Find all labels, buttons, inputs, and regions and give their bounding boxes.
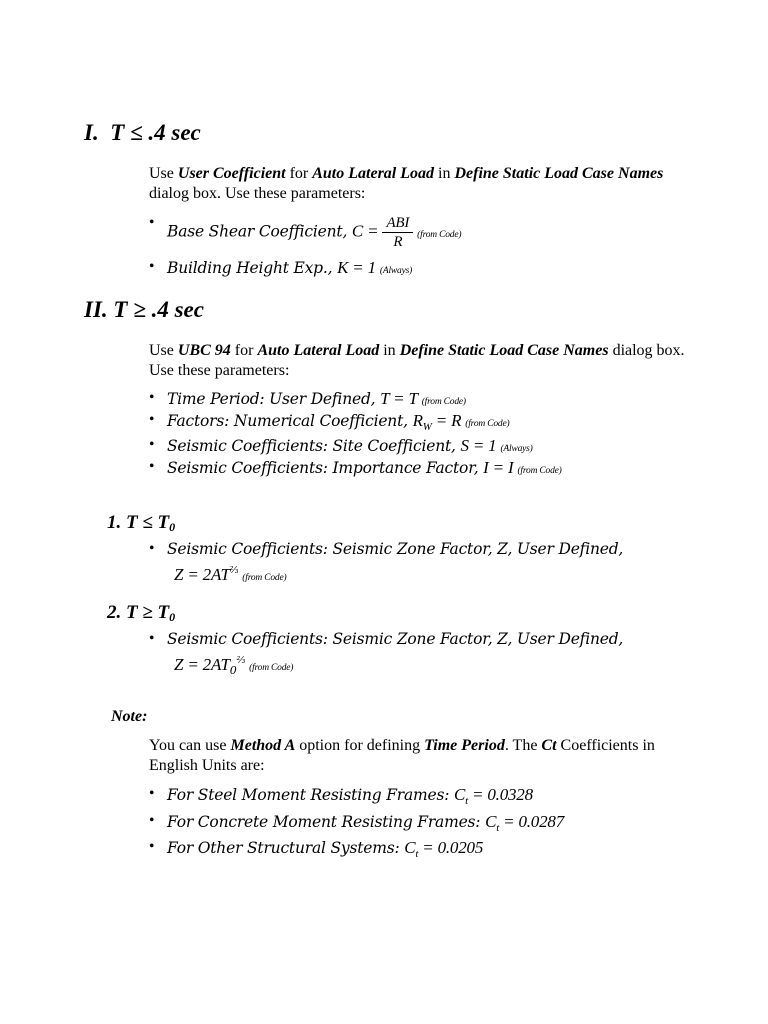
eq-value: 1	[367, 258, 376, 277]
item-note: (from Code)	[517, 466, 562, 476]
eq-lhs: R	[412, 411, 423, 430]
building-height-exp-item	[149, 258, 413, 278]
item-note: (Always)	[500, 444, 533, 454]
item-label: Building Height Exp.,	[167, 259, 338, 277]
fraction-denominator: R	[393, 234, 403, 250]
eq-value: 0.0205	[437, 838, 484, 857]
section-2-heading	[84, 297, 204, 323]
intro-text: dialog box. Use these parameters:	[149, 185, 366, 202]
site-coefficient-item	[149, 436, 533, 456]
item-label: Time Period: User Defined,	[167, 390, 381, 408]
bullet-icon: •	[149, 540, 155, 557]
intro-text: in	[379, 342, 400, 359]
intro-text: Use	[149, 342, 178, 359]
eq-lhs: C	[404, 838, 416, 857]
eq-sign: =	[431, 411, 452, 430]
eq-sign: =	[488, 458, 508, 477]
section-2-title: T ≥ .4 sec	[113, 297, 204, 322]
eq-value: 0.0287	[518, 812, 564, 831]
intro-text: for	[230, 342, 258, 359]
section-1-number: I.	[84, 120, 99, 145]
define-static-load-case-names-term: Define Static Load Case Names	[399, 342, 609, 359]
fraction-numerator: ABI	[382, 214, 413, 233]
section-2-number: II.	[84, 297, 108, 322]
eq-rhs: I	[508, 458, 514, 477]
eq-lhs: S	[460, 436, 469, 455]
abi-over-r-fraction	[382, 214, 413, 251]
eq-sign: =	[468, 436, 489, 455]
item-label: Factors: Numerical Coefficient,	[167, 412, 413, 430]
note-text: You can use	[149, 737, 231, 754]
note-text: option for defining	[295, 737, 425, 754]
section-1-heading	[84, 120, 201, 146]
item-label: Seismic Coefficients: Seismic Zone Factor, Z, User Defined,	[167, 540, 624, 558]
eq-coefficient: 2	[202, 655, 211, 674]
eq-lhs: Z	[174, 565, 184, 584]
intro-text: Use	[149, 165, 178, 182]
eq-lhs-subscript: W	[422, 421, 432, 433]
section-1-title: T ≤ .4 sec	[110, 120, 201, 145]
eq-rhs: T	[408, 389, 418, 408]
numerical-coefficient-item	[149, 411, 510, 433]
note-heading: Note:	[111, 708, 148, 725]
bullet-icon: •	[149, 785, 155, 802]
user-coefficient-term: User Coefficient	[177, 165, 286, 182]
bullet-icon: •	[149, 214, 155, 231]
bullet-icon: •	[149, 458, 155, 475]
eq-rhs: AT	[210, 655, 230, 674]
item-label: For Steel Moment Resisting Frames:	[167, 786, 454, 804]
note-text: Coefficients in English Units are:	[149, 737, 655, 774]
eq-sign: =	[418, 838, 438, 857]
intro-text: dialog box. Use these parameters:	[149, 342, 685, 379]
item-note: (from Code)	[242, 573, 287, 583]
eq-sign: =	[389, 389, 409, 408]
eq-lhs: C	[453, 785, 466, 804]
item-note: (from Code)	[465, 419, 510, 429]
time-period-item	[149, 389, 466, 409]
eq-lhs-subscript: t	[496, 822, 500, 834]
bullet-icon: •	[149, 411, 155, 428]
subsection-1-subscript: 0	[169, 520, 176, 534]
eq-sign: =	[499, 812, 519, 831]
bullet-icon: •	[149, 838, 155, 855]
zone-factor-item-1	[149, 540, 624, 558]
bullet-icon: •	[149, 389, 155, 406]
item-label: Seismic Coefficients: Seismic Zone Factor, Z, User Defined,	[167, 630, 624, 648]
eq-exponent: ⅔	[236, 656, 246, 666]
subsection-2-subscript: 0	[169, 610, 176, 624]
importance-factor-item	[149, 458, 562, 478]
define-static-load-case-names-term: Define Static Load Case Names	[454, 165, 664, 182]
eq-sign: =	[183, 565, 203, 584]
subsection-2-heading	[107, 602, 175, 625]
eq-sign: =	[467, 785, 488, 804]
subsection-2-title: 2. T ≥ T	[107, 602, 170, 623]
eq-lhs: C	[485, 812, 497, 831]
bullet-icon: •	[149, 630, 155, 647]
item-label: Seismic Coefficients: Importance Factor,	[167, 459, 484, 477]
item-label: For Concrete Moment Resisting Frames:	[167, 813, 486, 831]
item-note: (from Code)	[417, 229, 462, 240]
note-text: . The	[504, 737, 542, 754]
eq-value: 1	[488, 436, 497, 455]
eq-sign: =	[183, 655, 203, 674]
intro-text: for	[285, 165, 313, 182]
item-note: (from Code)	[249, 663, 294, 673]
concrete-frames-item	[149, 812, 564, 834]
item-note: (Always)	[379, 266, 413, 276]
bullet-icon: •	[149, 258, 155, 275]
eq-subscript: 0	[229, 664, 237, 677]
ubc-94-term: UBC 94	[177, 342, 231, 359]
eq-lhs-subscript: t	[415, 848, 419, 860]
section-1-intro	[149, 164, 689, 204]
other-systems-item	[149, 838, 484, 860]
bullet-icon: •	[149, 812, 155, 829]
section-2-intro	[149, 341, 689, 381]
intro-text: in	[434, 165, 455, 182]
subsection-1-title: 1. T ≤ T	[107, 512, 170, 533]
base-shear-coefficient-item	[149, 214, 462, 251]
eq-sign: =	[363, 221, 383, 241]
item-label: For Other Structural Systems:	[167, 839, 405, 857]
eq-lhs: I	[483, 458, 489, 477]
steel-frames-item	[149, 785, 533, 807]
subsection-1-heading	[107, 512, 175, 535]
eq-rhs: AT	[210, 565, 230, 584]
eq-rhs: R	[451, 411, 462, 430]
auto-lateral-load-term: Auto Lateral Load	[257, 342, 380, 359]
zone-factor-item-2	[149, 630, 624, 648]
item-label: Seismic Coefficients: Site Coefficient,	[167, 437, 461, 455]
method-a-term: Method A	[230, 737, 296, 754]
zone-factor-equation-1	[174, 565, 286, 585]
eq-lhs: C	[351, 221, 364, 241]
bullet-icon: •	[149, 436, 155, 453]
time-period-term: Time Period	[424, 737, 505, 754]
note-intro	[149, 736, 689, 776]
eq-sign: =	[348, 258, 368, 277]
item-label: Base Shear Coefficient,	[167, 222, 352, 241]
zone-factor-equation-2	[174, 655, 293, 677]
eq-lhs-subscript: t	[465, 795, 468, 807]
item-note: (from Code)	[421, 397, 466, 407]
eq-exponent: ⅔	[229, 566, 239, 576]
eq-value: 0.0328	[487, 785, 533, 804]
eq-lhs: K	[337, 258, 349, 277]
eq-coefficient: 2	[202, 565, 211, 584]
eq-lhs: Z	[174, 655, 184, 674]
eq-lhs: T	[380, 389, 390, 408]
ct-term: Ct	[541, 737, 557, 754]
auto-lateral-load-term: Auto Lateral Load	[312, 165, 435, 182]
